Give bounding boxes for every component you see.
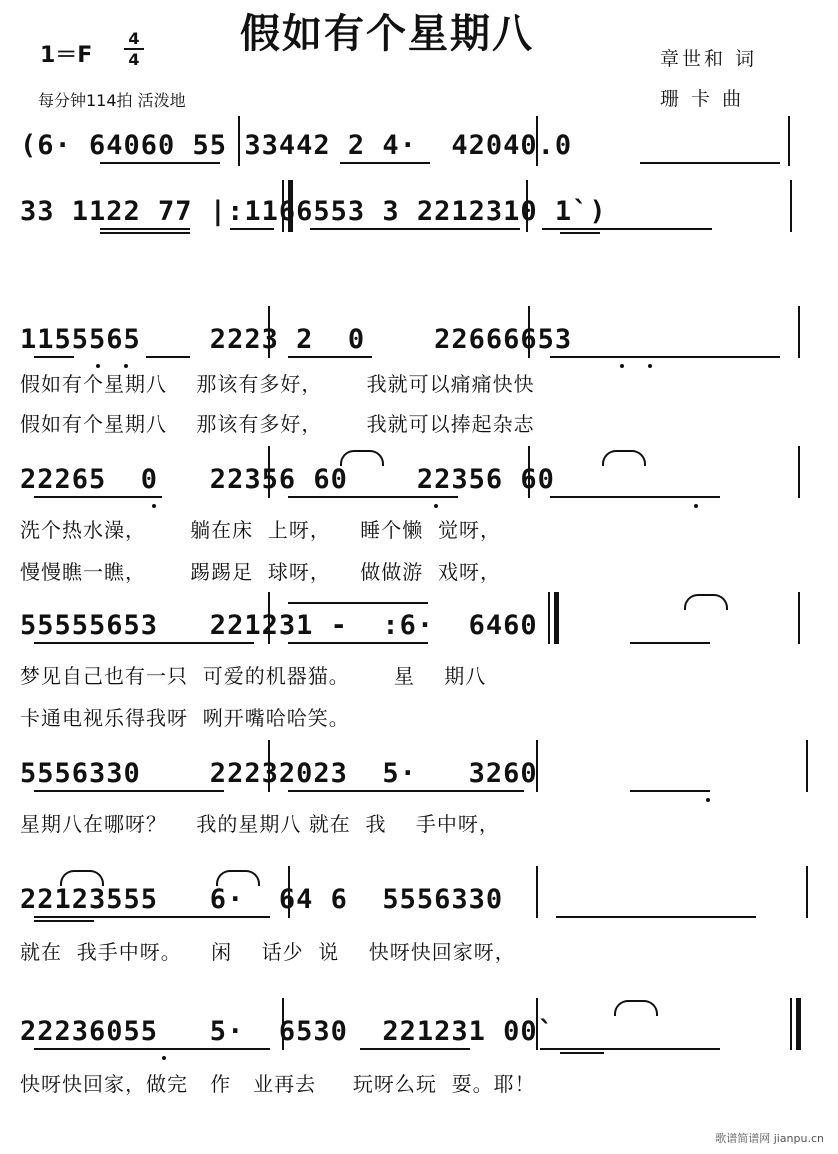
notation-line: 22236055 5· 6530 221231 00` — [20, 1016, 555, 1047]
time-signature-top: 4 — [128, 29, 140, 48]
time-signature — [124, 30, 144, 68]
lyricist-credit: 章世和 词 — [660, 48, 758, 70]
site-watermark: 歌谱简谱网 jianpu.cn — [715, 1132, 824, 1145]
lyric-verse-1: 梦见自己也有一只 可爱的机器猫。 星 期八 — [20, 664, 487, 688]
notation-line: 55555653 221231 - :6· 6460 — [20, 610, 538, 641]
song-title: 假如有个星期八 — [240, 11, 534, 57]
key-signature: 1＝F — [40, 43, 93, 68]
lyric-verse-1: 星期八在哪呀？ 我的星期八 就在 我 手中呀， — [20, 812, 500, 836]
composer-credit: 珊 卡 曲 — [660, 88, 745, 110]
lyric-verse-2: 慢慢瞧一瞧， 踢踢足 球呀， 做做游 戏呀， — [20, 560, 502, 584]
notation-line: (6· 64060 55 33442 2 4· 42040.0 — [20, 130, 573, 161]
notation-line: 5556330 22232023 5· 3260 — [20, 758, 538, 789]
lyric-verse-1: 就在 我手中呀。 闲 话少 说 快呀快回家呀， — [20, 940, 516, 964]
time-signature-bottom: 4 — [128, 50, 140, 69]
lyric-verse-1: 快呀快回家，做完 作 业再去 玩呀么玩 耍。耶！ — [20, 1072, 536, 1096]
notation-line: 1155565 2223 2 0 22666653 — [20, 324, 573, 355]
notation-line: 33 1122 77 |:1166553 3 2212310 1`) — [20, 196, 607, 227]
tempo-marking: 每分钟114拍 活泼地 — [38, 91, 186, 110]
lyric-verse-2: 假如有个星期八 那该有多好， 我就可以捧起杂志 — [20, 412, 535, 436]
notation-line: 22265 0 22356 60 22356 60 — [20, 464, 555, 495]
notation-line: 22123555 6· 64 6 5556330 — [20, 884, 504, 915]
lyric-verse-2: 卡通电视乐得我呀 咧开嘴哈哈笑。 — [20, 706, 350, 730]
lyric-verse-1: 洗个热水澡， 躺在床 上呀， 睡个懒 觉呀， — [20, 518, 502, 542]
lyric-verse-1: 假如有个星期八 那该有多好， 我就可以痛痛快快 — [20, 372, 535, 396]
